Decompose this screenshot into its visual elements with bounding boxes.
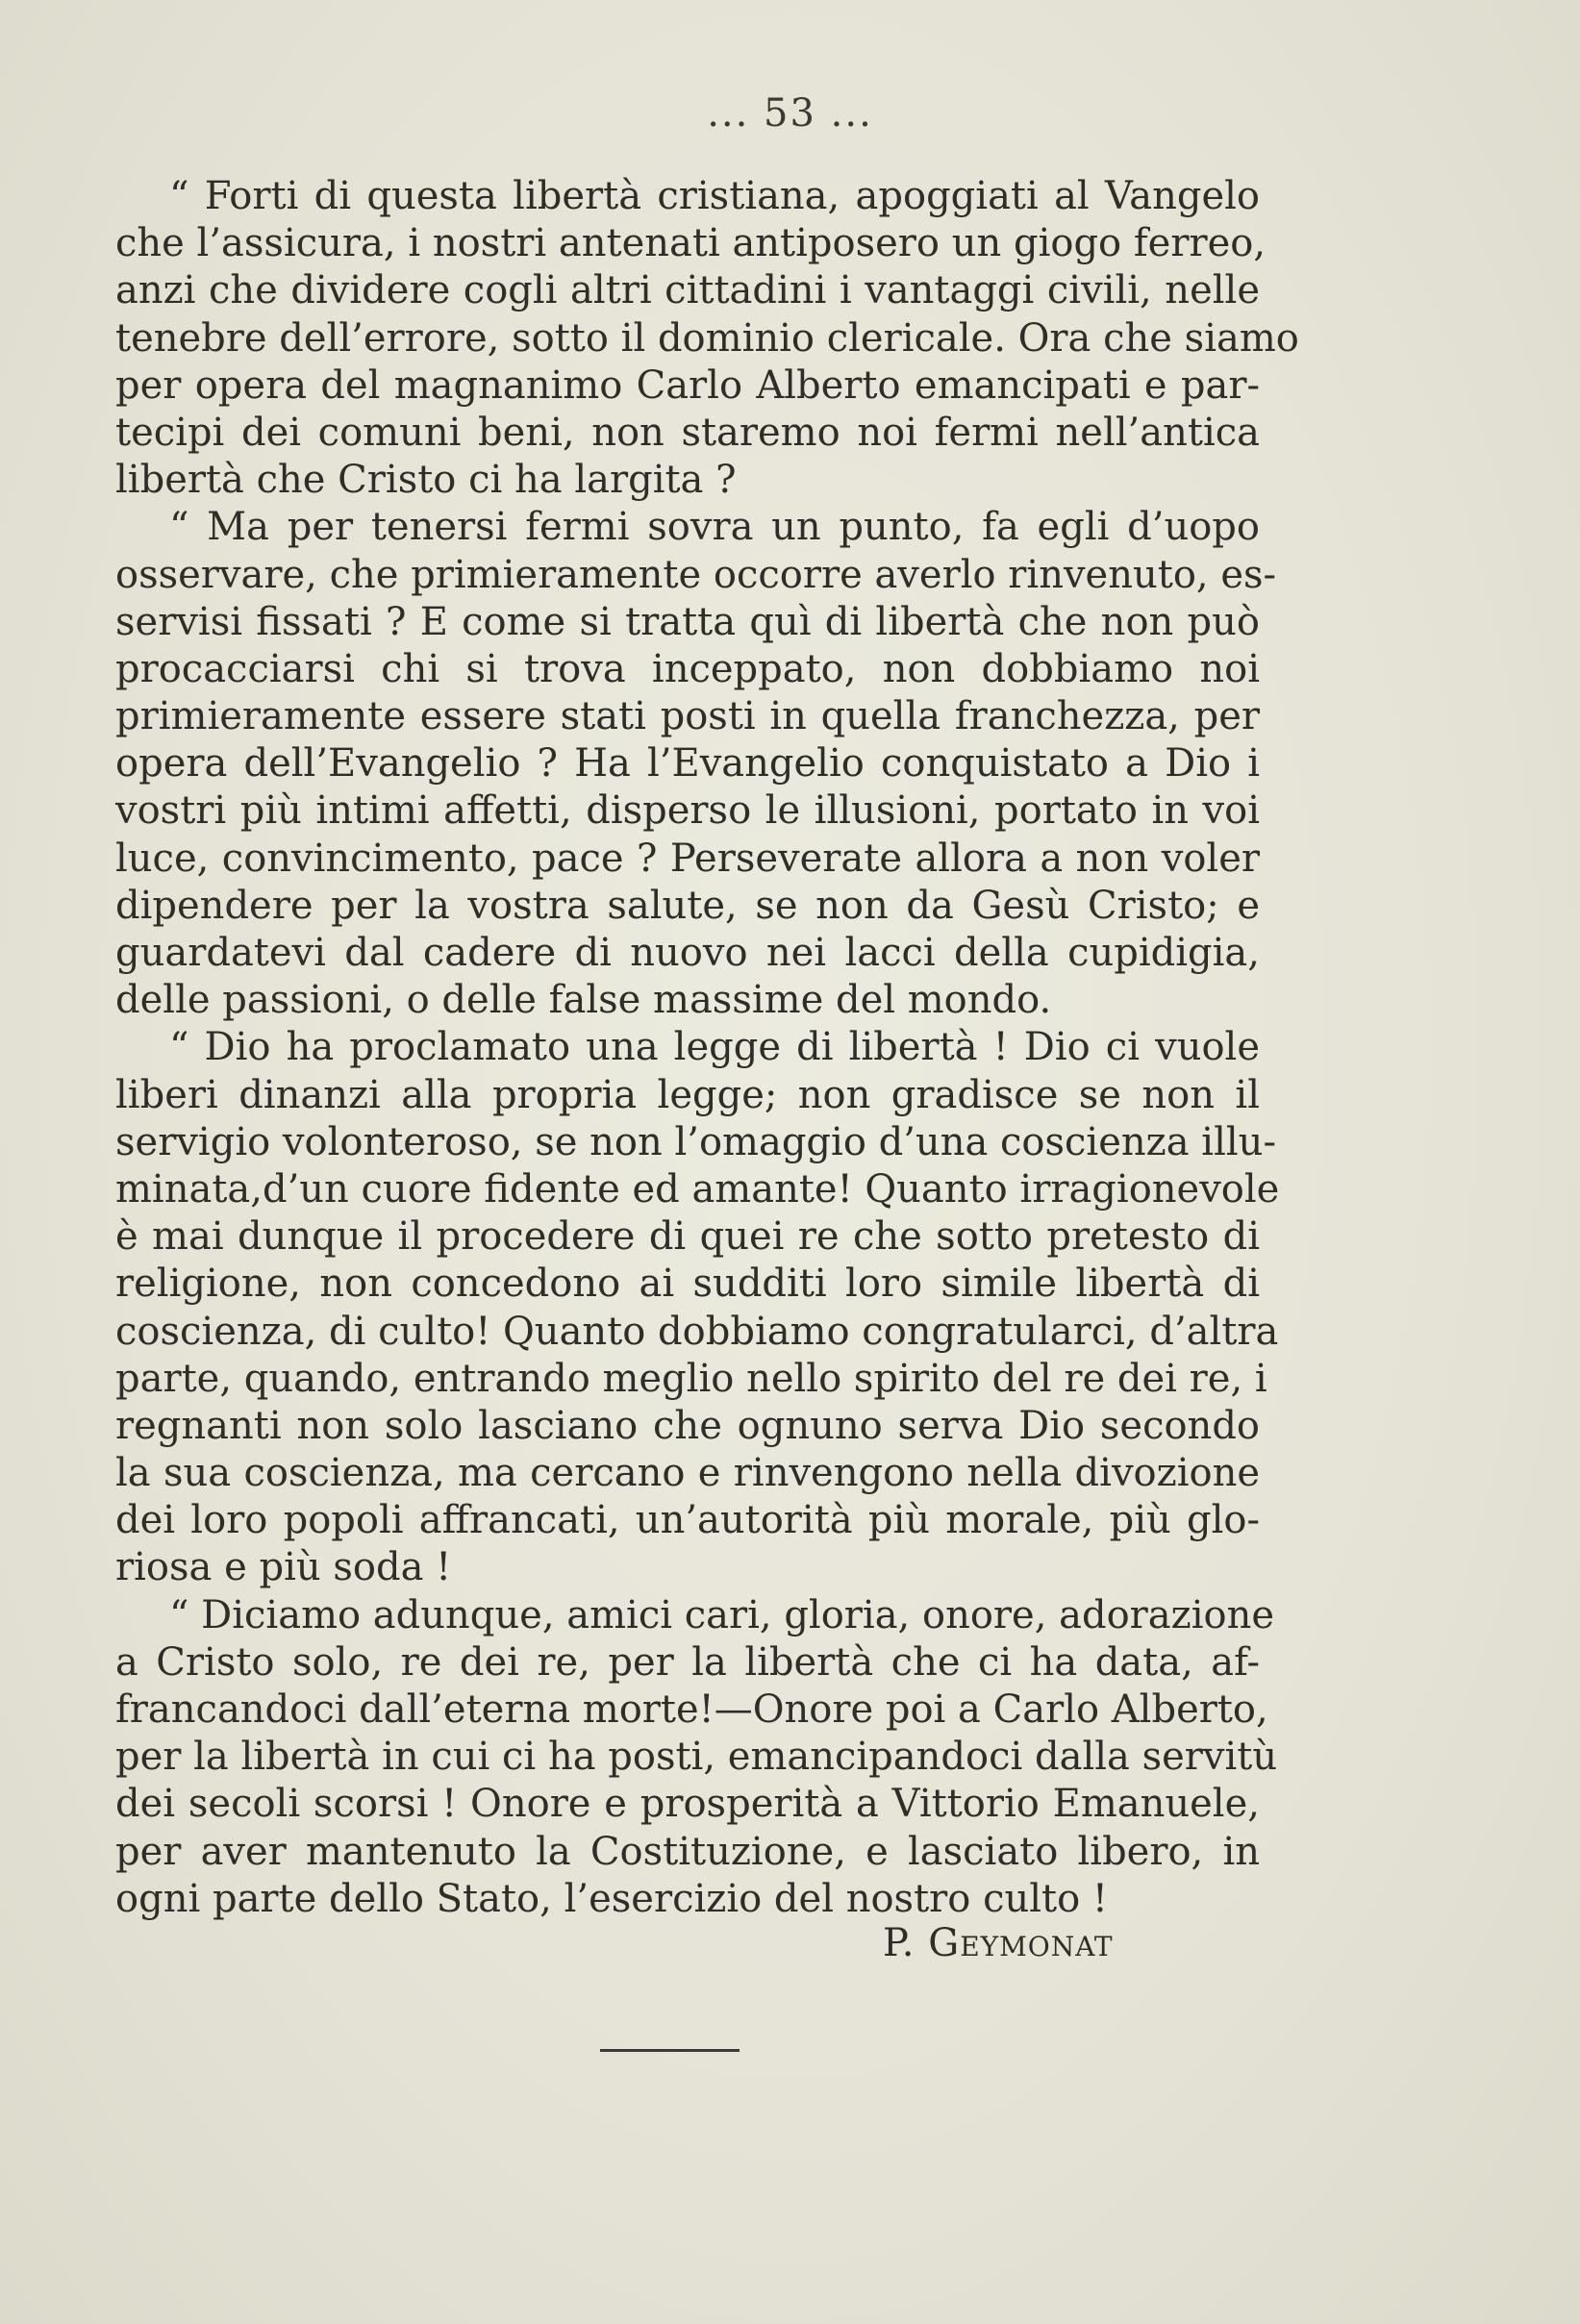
text-line: servisi fissati ? E come si tratta quì di libertà che non può (115, 599, 1260, 644)
text-line: primieramente essere stati posti in quella franchezza, per (115, 694, 1260, 739)
author-signature: P. Geymonat (883, 1921, 1114, 1965)
text-line: che l’assicura, i nostri antenati antiposero un giogo ferreo, (115, 221, 1267, 266)
text-line: per opera del magnanimo Carlo Alberto emancipati e par- (115, 362, 1260, 408)
text-line: “ Diciamo adunque, amici cari, gloria, onore, adorazione (169, 1592, 1275, 1637)
text-line: è mai dunque il procedere di quei re che sotto pretesto di (115, 1214, 1260, 1260)
text-line: per aver mantenuto la Costituzione, e lasciato libero, in (115, 1829, 1260, 1874)
text-line: luce, convincimento, pace ? Perseverate allora a non voler (115, 836, 1260, 881)
text-line: libertà che Cristo ci ha largita ? (115, 458, 737, 503)
text-line: ogni parte dello Stato, l’esercizio del nostro culto ! (115, 1876, 1108, 1921)
text-line: tecipi dei comuni beni, non staremo noi fermi nell’antica (115, 410, 1260, 455)
text-line: dipendere per la vostra salute, se non da Gesù Cristo; e (115, 883, 1260, 928)
text-line: liberi dinanzi alla propria legge; non gradisce se non il (115, 1072, 1260, 1117)
text-line: tenebre dell’errore, sotto il dominio clericale. Ora che siamo (115, 315, 1299, 361)
text-line: dei loro popoli affrancati, un’autorità più morale, più glo- (115, 1498, 1260, 1543)
text-line: “ Dio ha proclamato una legge di libertà ! Dio ci vuole (169, 1025, 1260, 1070)
text-line: procacciarsi chi si trova inceppato, non dobbiamo noi (115, 646, 1260, 691)
text-line: “ Ma per tenersi fermi sovra un punto, fa egli d’uopo (169, 505, 1260, 550)
text-line: osservare, che primieramente occorre averlo rinvenuto, es- (115, 552, 1277, 597)
text-line: a Cristo solo, re dei re, per la libertà che ci ha data, af- (115, 1639, 1260, 1685)
text-line: francandoci dall’eterna morte!—Onore poi a Carlo Alberto, (115, 1687, 1268, 1732)
text-line: vostri più intimi affetti, disperso le illusioni, portato in voi (115, 788, 1260, 834)
page-number: ... 53 ... (707, 91, 873, 136)
text-line: la sua coscienza, ma cercano e rinvengono nella divozione (115, 1451, 1260, 1496)
text-line: dei secoli scorsi ! Onore e prosperità a Vittorio Emanuele, (115, 1782, 1260, 1827)
text-line: minata,d’un cuore fidente ed amante! Quanto irragionevole (115, 1166, 1280, 1212)
text-line: “ Forti di questa libertà cristiana, apoggiati al Vangelo (169, 174, 1260, 218)
text-line: coscienza, di culto! Quanto dobbiamo congratularci, d’altra (115, 1309, 1279, 1354)
text-line: guardatevi dal cadere di nuovo nei lacci della cupidigia, (115, 931, 1260, 975)
closing-rule (600, 2049, 740, 2052)
text-line: delle passioni, o delle false massime del mondo. (115, 978, 1052, 1023)
text-line: opera dell’Evangelio ? Ha l’Evangelio conquistato a Dio i (115, 741, 1260, 787)
text-line: regnanti non solo lasciano che ognuno serva Dio secondo (115, 1403, 1260, 1448)
text-line: anzi che dividere cogli altri cittadini i vantaggi civili, nelle (115, 268, 1260, 313)
text-line: parte, quando, entrando meglio nello spirito del re dei re, i (115, 1356, 1267, 1401)
text-line: religione, non concedono ai sudditi loro simile libertà di (115, 1262, 1260, 1307)
text-line: servigio volonteroso, se non l’omaggio d’una coscienza illu- (115, 1119, 1276, 1164)
text-line: riosa e più soda ! (115, 1545, 452, 1590)
body-text (115, 173, 1299, 1923)
text-line: per la libertà in cui ci ha posti, emancipandoci dalla servitù (115, 1735, 1278, 1780)
